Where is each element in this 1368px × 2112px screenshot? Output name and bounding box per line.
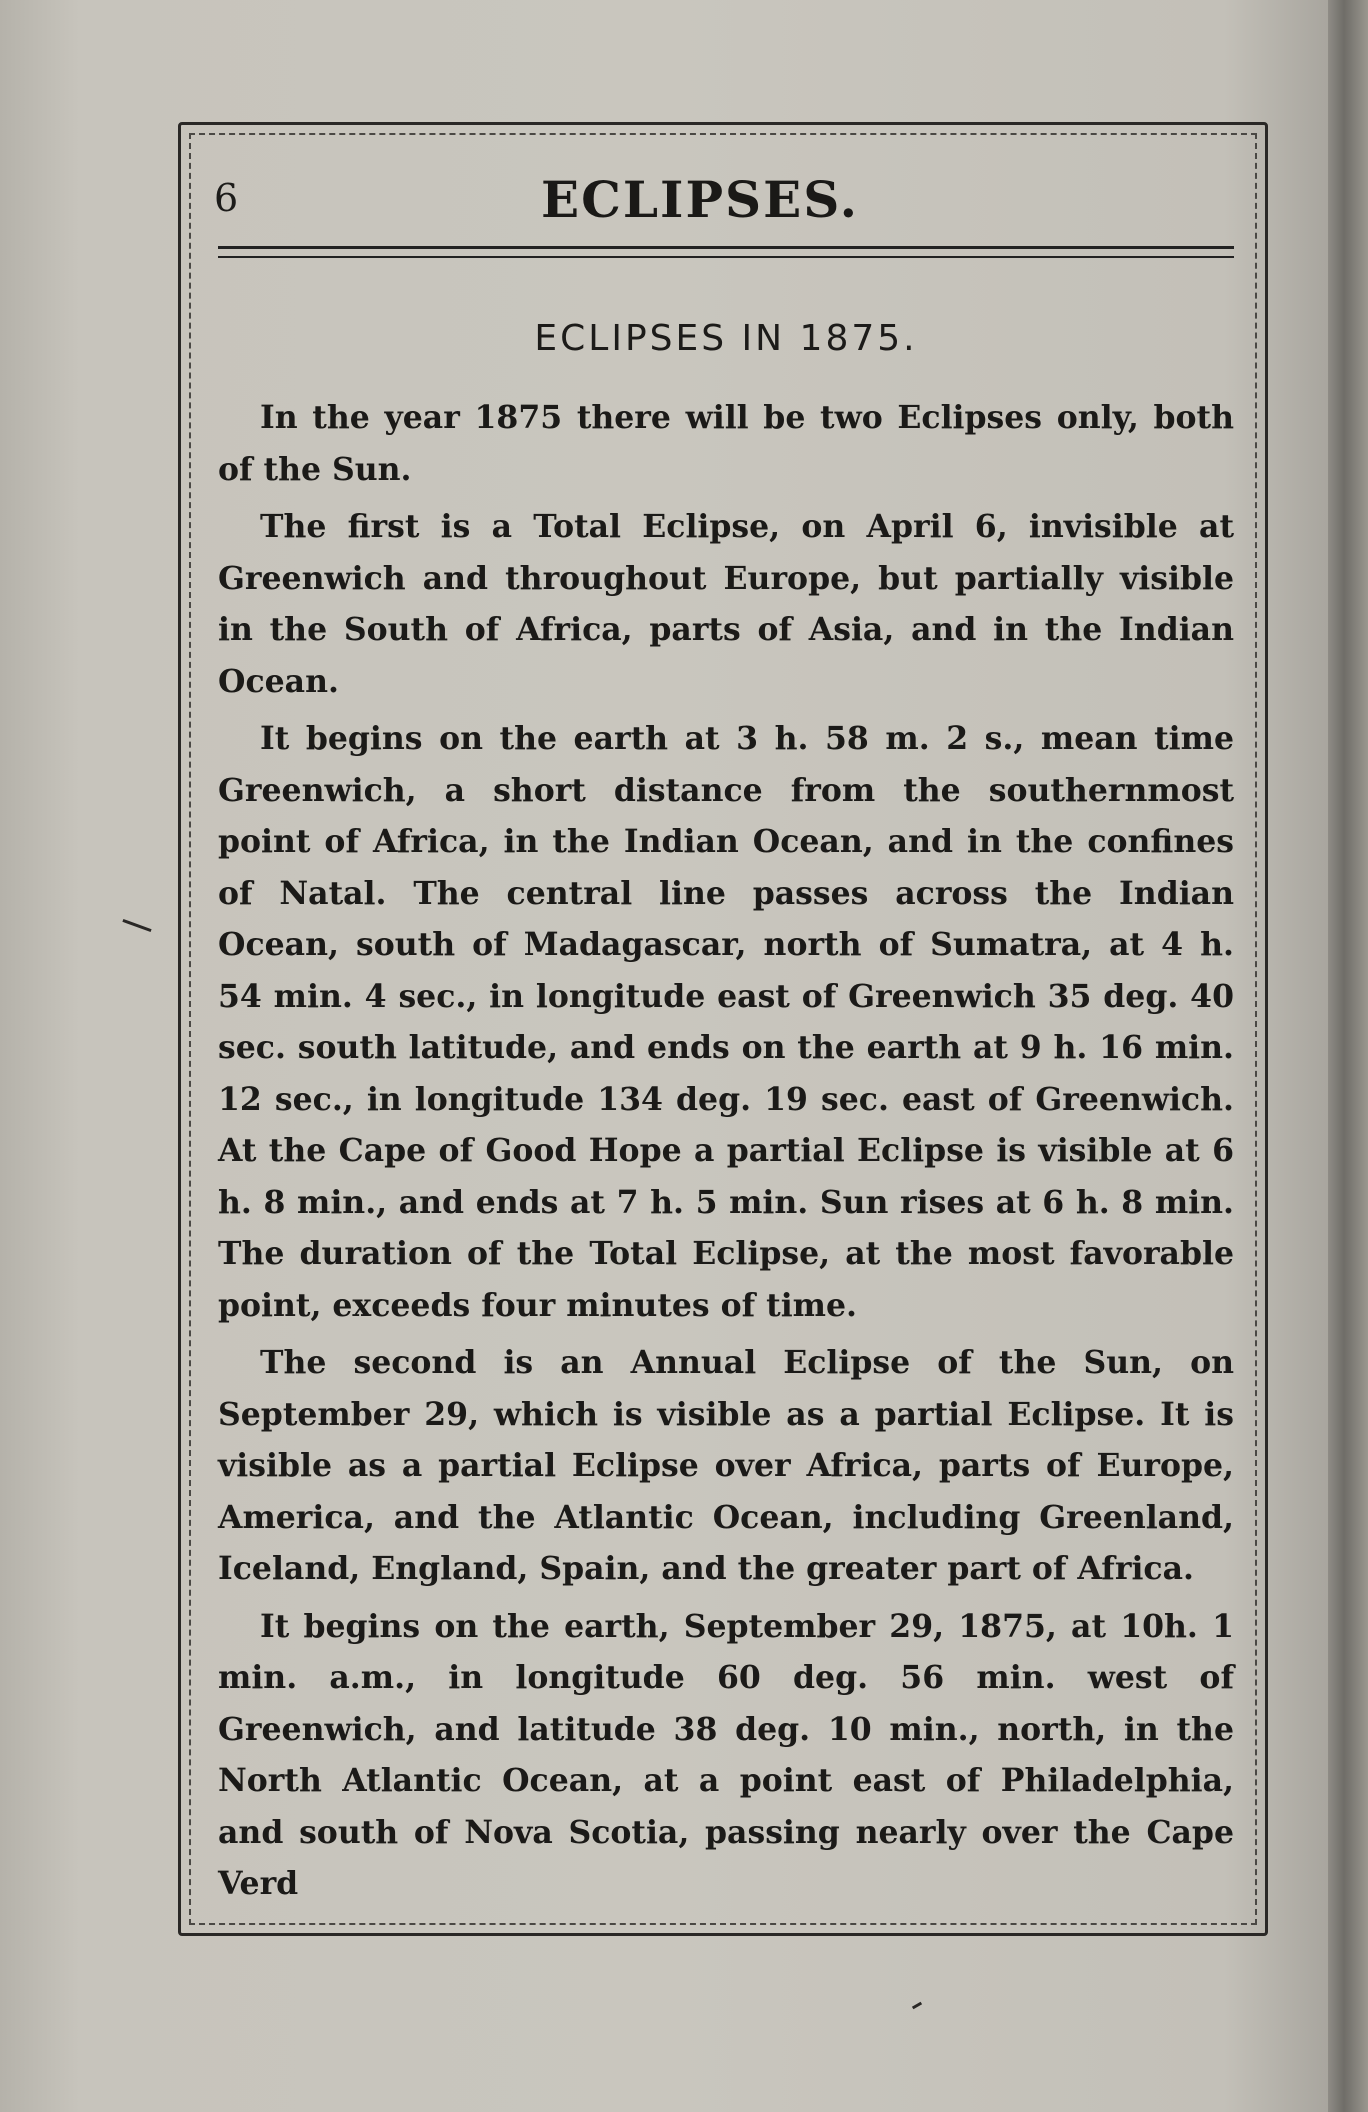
book-spine bbox=[1328, 0, 1368, 2112]
paragraph-5: It begins on the earth, September 29, 1875, at 10h. 1 min. a.m., in longitude 60 deg. 56 min. west of Greenwich, and latitude 38 deg. 10 min., north, in the North Atlantic Ocean, at a point east of Philadelphia, and south of Nova Scotia, passing nearly over the Cape Verd bbox=[218, 1607, 1234, 1902]
page-number: 6 bbox=[214, 176, 239, 220]
paragraph-4: The second is an Annual Eclipse of the Sun, on September 29, which is visible as a partial Eclipse. It is visible as a partial Eclipse over Africa, parts of Europe, America, and the Atlantic Ocean, including Greenland, Iceland, England, Spain, and the greater part of Africa. bbox=[218, 1344, 1234, 1587]
paragraph-3: It begins on the earth at 3 h. 58 m. 2 s., mean time Greenwich, a short distance from the southernmost point of Africa, in the Indian Ocean, and in the confines of Natal. The central line passes across the Indian Ocean, south of Madagascar, north of Sumatra, at 4 h. 54 min. 4 sec., in longitude east of Greenwich 35 deg. 40 sec. south latitude, and ends on the earth at 9 h. 16 min. 12 sec., in longitude 134 deg. 19 sec. east of Greenwich. At the Cape of Good Hope a partial Eclipse is visible at 6 h. 8 min., and ends at 7 h. 5 min. Sun rises at 6 h. 8 min. The duration of the Total Eclipse, at the most favorable point, exceeds four minutes of time. bbox=[218, 720, 1234, 1324]
article-body bbox=[218, 392, 1234, 1916]
article-title: ECLIPSES IN 1875. bbox=[534, 318, 918, 359]
paragraph-1: In the year 1875 there will be two Eclipses only, both of the Sun. bbox=[218, 399, 1234, 488]
running-head: ECLIPSES. bbox=[541, 170, 859, 229]
header-rule-thin bbox=[218, 256, 1234, 258]
header-rule-thick bbox=[218, 246, 1234, 249]
paragraph-2: The first is a Total Eclipse, on April 6, invisible at Greenwich and throughout Europe, but partially visible in the South of Africa, parts of Asia, and in the Indian Ocean. bbox=[218, 508, 1234, 700]
